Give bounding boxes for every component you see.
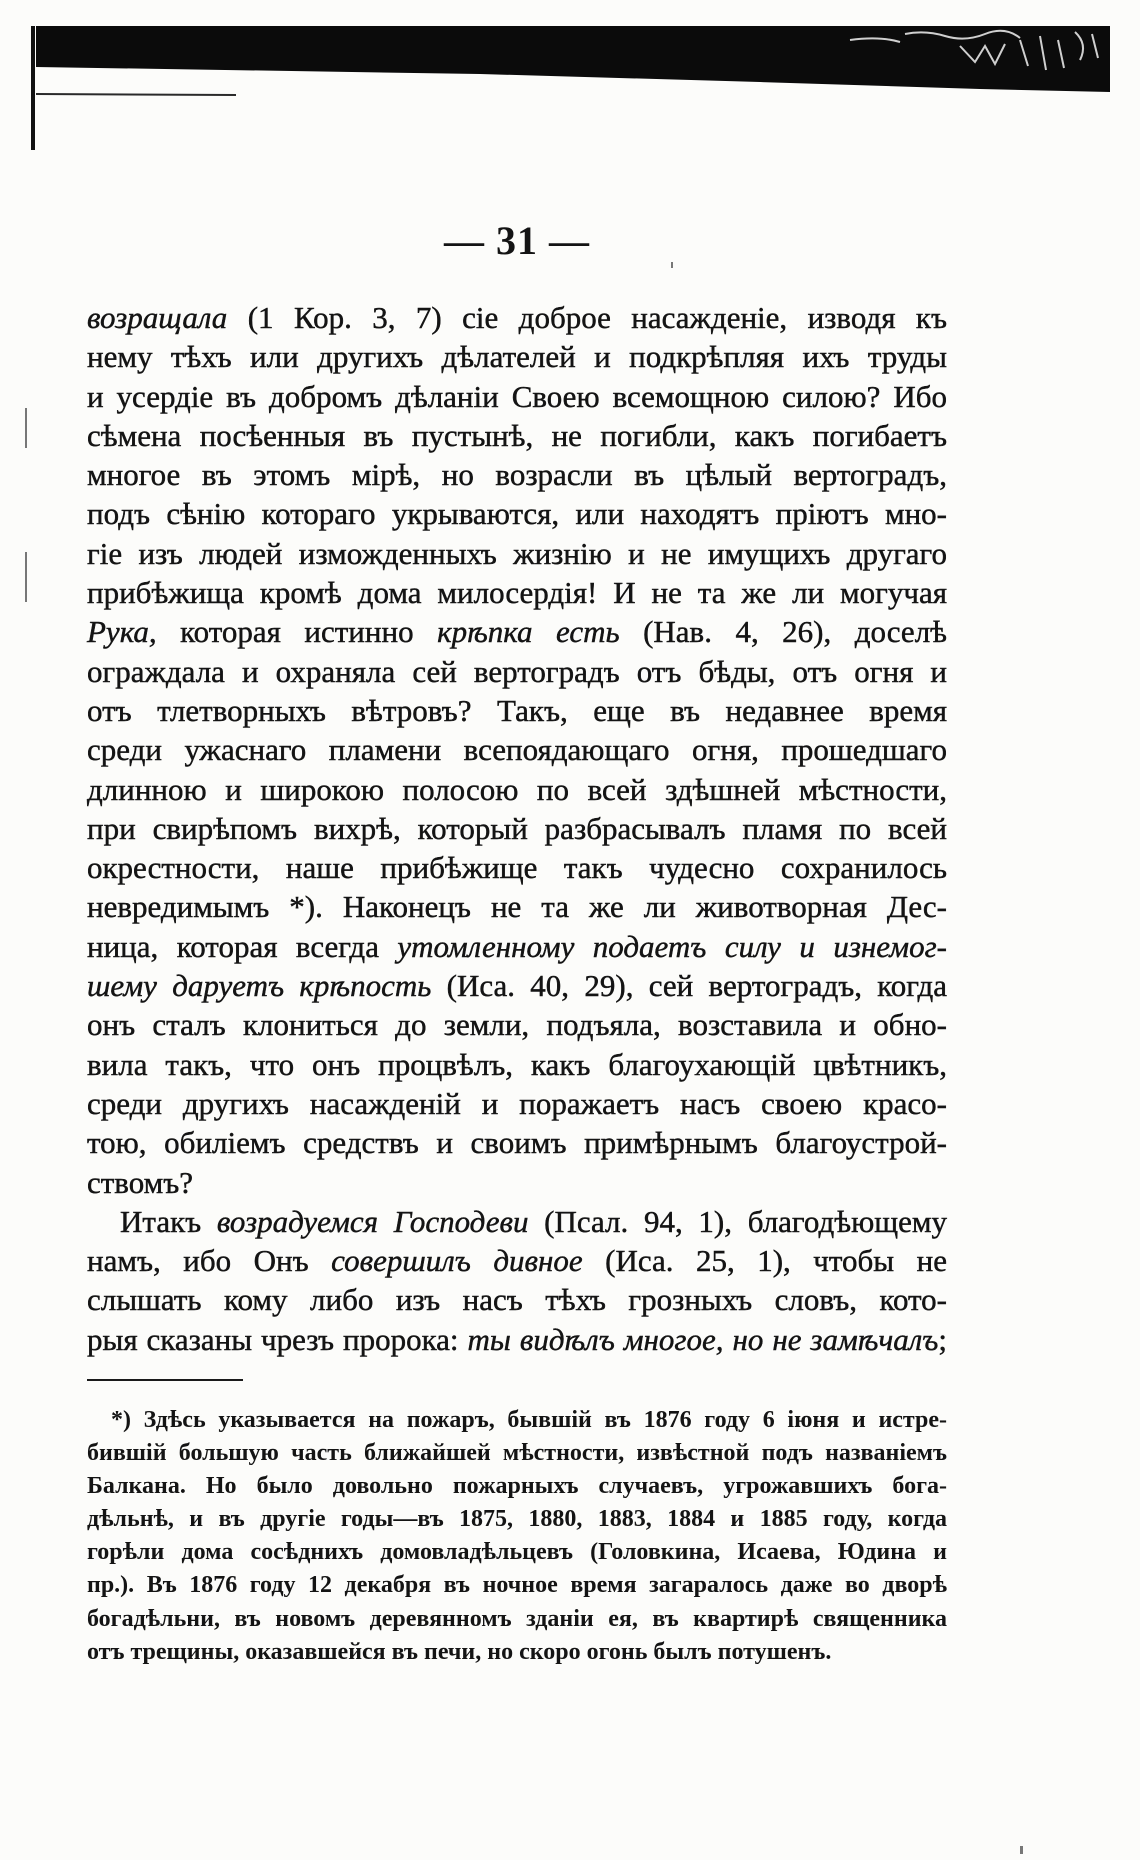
main-text-line [87, 770, 947, 809]
text-run: среди ужаснаго пламени всепоядающаго огня, прошедшаго [87, 732, 947, 768]
text-run: богадѣльни, въ новомъ деревянномъ зданіи ея, въ квартирѣ священника [87, 1605, 947, 1632]
text-run: окрестности, наше прибѣжище такъ чудесно сохранилось [87, 850, 947, 886]
text-run: невредимымъ *). Наконецъ не та же ли животворная Дес- [87, 889, 947, 925]
main-text-line [87, 1123, 947, 1162]
scan-margin-mark [25, 552, 27, 602]
footnote-line [87, 1404, 947, 1437]
text-run: горѣли дома сосѣднихъ домовладѣльцевъ (Головкина, Исаева, Юдина и [87, 1539, 947, 1566]
text-run: сѣмена посѣенныя въ пустынѣ, не погибли, какъ погибаетъ [87, 417, 947, 453]
main-text-line [87, 1320, 947, 1359]
text-run: слышать кому либо изъ насъ тѣхъ грозныхъ словъ, кото- [87, 1282, 947, 1318]
text-run: Балкана. Но было довольно пожарныхъ случаевъ, угрожавшихъ бога- [87, 1473, 947, 1500]
main-text-line [87, 573, 947, 612]
footnote-line [87, 1536, 947, 1569]
main-text-line [87, 494, 947, 533]
text-run: гіе изъ людей изможденныхъ жизнію и не имущихъ другаго [87, 535, 947, 571]
main-text-line [87, 1241, 947, 1280]
main-text [87, 298, 947, 1359]
footnote-rule [87, 1379, 243, 1381]
main-text-line [87, 416, 947, 455]
main-text-line [87, 377, 947, 416]
text-run: вила такъ, что онъ процвѣлъ, какъ благоухающій цвѣтникъ, [87, 1046, 947, 1082]
text-run: нему тѣхъ или другихъ дѣлателей и подкрѣпляя ихъ труды [87, 339, 947, 375]
text-run: онъ сталъ клониться до земли, подъяла, возставила и обно- [87, 1007, 947, 1043]
scan-shadow-band [36, 26, 1110, 92]
text-run: ница, которая всегда [87, 928, 398, 964]
main-text-line [87, 730, 947, 769]
italic-text-run: утомленному подаетъ силу и изнемог- [397, 928, 947, 964]
text-run: которая истинно [156, 614, 438, 650]
text-run: длинною и широкою полосою по всей здѣшней мѣстности, [87, 771, 947, 807]
footnote-line [87, 1569, 947, 1602]
text-run: (Нав. 4, 26), доселѣ [619, 614, 947, 650]
footnote-line [87, 1470, 947, 1503]
scan-border-artifact [0, 0, 1140, 160]
main-text-line [87, 1005, 947, 1044]
text-run: (Иса. 25, 1), чтобы не [582, 1243, 947, 1279]
text-run: подъ сѣнію котораго укрываются, или находятъ пріютъ мно- [87, 496, 947, 532]
main-text-line [87, 927, 947, 966]
text-run: (Иса. 40, 29), сей вертоградъ, когда [431, 968, 947, 1004]
main-text-line [87, 534, 947, 573]
text-run: отъ трещины, оказавшейся въ печи, но скоро огонь былъ потушенъ. [87, 1638, 832, 1665]
main-text-line [87, 1202, 947, 1241]
text-run: (1 Кор. 3, 7) сіе доброе насажденіе, изводя къ [227, 300, 947, 335]
text-run: ; [938, 1321, 947, 1357]
text-run: бившій большую часть ближайшей мѣстности, извѣстной подъ названіемъ [87, 1440, 947, 1467]
text-run: дѣльнѣ, и въ другіе годы—въ 1875, 1880, 1883, 1884 и 1885 году, когда [87, 1506, 947, 1533]
main-text-line [87, 337, 947, 376]
italic-text-run: ты видѣлъ многое, но не замѣчалъ [467, 1321, 939, 1357]
text-run: пр.). Въ 1876 году 12 декабря въ ночное время загаралось даже во дворѣ [87, 1572, 947, 1599]
text-run: отъ тлетворныхъ вѣтровъ? Такъ, еще въ недавнее время [87, 692, 947, 728]
italic-text-run: возрадуемся Господеви [216, 1203, 529, 1239]
main-text-line [87, 1280, 947, 1319]
text-run: ствомъ? [87, 1164, 194, 1200]
italic-text-run: крѣпка есть [437, 614, 620, 650]
text-run: тою, обиліемъ средствъ и своимъ примѣрнымъ благоустрой- [87, 1125, 947, 1161]
main-text-line [87, 455, 947, 494]
italic-text-run: Рука, [87, 614, 157, 650]
text-run: рыя сказаны чрезъ пророка: [87, 1321, 468, 1357]
footnote [87, 1404, 947, 1669]
italic-text-run: совершилъ дивное [331, 1243, 583, 1279]
main-text-line [87, 1163, 947, 1202]
main-text-line [87, 298, 947, 337]
text-run: намъ, ибо Онъ [87, 1243, 332, 1279]
text-run: (Псал. 94, 1), благодѣющему [528, 1203, 947, 1239]
text-run: *) Здѣсь указывается на пожаръ, бывшій въ 1876 году 6 іюня и истре- [111, 1407, 947, 1433]
main-text-line [87, 1084, 947, 1123]
scan-speck [1020, 1846, 1023, 1854]
footnote-line [87, 1636, 947, 1669]
text-run: многое въ этомъ мірѣ, но возрасли въ цѣлый вертоградъ, [87, 457, 947, 493]
footnote-line [87, 1437, 947, 1470]
text-run: прибѣжища кромѣ дома милосердія! И не та же ли могучая [87, 575, 947, 611]
main-text-line [87, 809, 947, 848]
main-text-line [87, 1045, 947, 1084]
footnote-line [87, 1603, 947, 1636]
main-text-line [87, 966, 947, 1005]
main-text-line [87, 612, 947, 651]
italic-text-run: шему даруетъ крѣпость [87, 968, 432, 1004]
footnote-line [87, 1503, 947, 1536]
text-run: при свирѣпомъ вихрѣ, который разбрасывалъ пламя по всей [87, 810, 947, 846]
main-text-line [87, 848, 947, 887]
text-run: и усердіе въ добромъ дѣланіи Своею всемощною силою? Ибо [87, 378, 947, 414]
italic-text-run: возращала [87, 300, 228, 335]
scan-edge-line [36, 94, 236, 95]
main-text-line [87, 887, 947, 926]
scan-margin-mark [25, 408, 27, 448]
main-text-line [87, 691, 947, 730]
text-run: ограждала и охраняла сей вертоградъ отъ бѣды, отъ огня и [87, 653, 947, 689]
main-text-line [87, 652, 947, 691]
text-run: среди другихъ насажденій и поражаетъ насъ своею красо- [87, 1085, 947, 1121]
scan-left-edge [31, 26, 35, 150]
page-number: — 31 — [444, 218, 590, 263]
text-run: Итакъ [120, 1203, 217, 1239]
